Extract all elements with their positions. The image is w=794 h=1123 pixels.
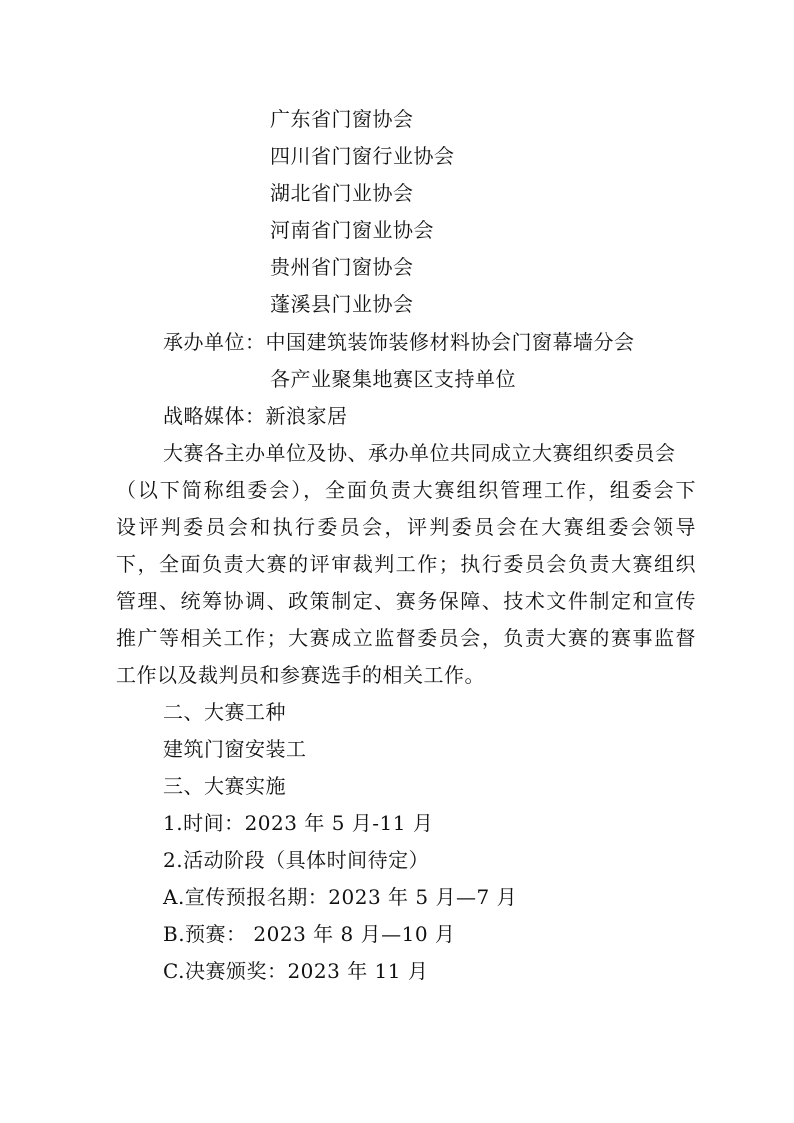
host-unit-line	[163, 330, 635, 354]
committee-para-line-5: 管理、统筹协调、政策制定、赛务保障、技术文件制定和宣传	[116, 589, 696, 613]
host-unit-name: 中国建筑装饰装修材料协会门窗幕墙分会	[265, 330, 635, 354]
host-unit-label: 承办单位：	[163, 330, 266, 354]
section3-time: 1.时间：2023 年 5 月-11 月	[163, 811, 434, 835]
committee-para-line-3: 设评判委员会和执行委员会，评判委员会在大赛组委会领导	[116, 515, 696, 539]
committee-para-line-6: 推广等相关工作；大赛成立监督委员会，负责大赛的赛事监督	[116, 626, 696, 650]
committee-para-line-1: 大赛各主办单位及协、承办单位共同成立大赛组织委员会	[163, 441, 676, 465]
host-support-units: 各产业聚集地赛区支持单位	[270, 367, 516, 391]
stage-c-line: C.决赛颁奖：2023 年 11 月	[163, 959, 429, 983]
committee-para-line-7: 工作以及裁判员和参赛选手的相关工作。	[116, 663, 485, 687]
co-host-org-4: 河南省门窗业协会	[270, 218, 434, 242]
committee-para-line-2: （以下简称组委会），全面负责大赛组织管理工作，组委会下	[116, 478, 696, 502]
section3-stages-title: 2.活动阶段（具体时间待定）	[163, 848, 430, 872]
committee-para-line-4: 下，全面负责大赛的评审裁判工作；执行委员会负责大赛组织	[116, 552, 696, 576]
co-host-org-6: 蓬溪县门业协会	[270, 292, 414, 316]
section2-content: 建筑门窗安装工	[163, 737, 307, 761]
co-host-org-2: 四川省门窗行业协会	[270, 144, 455, 168]
strategic-media: 战略媒体：新浪家居	[163, 404, 348, 428]
stage-a-line: A.宣传预报名期：2023 年 5 月—7 月	[163, 885, 518, 909]
co-host-org-1: 广东省门窗协会	[270, 107, 414, 131]
co-host-org-3: 湖北省门业协会	[270, 181, 414, 205]
stage-b-line: B.预赛： 2023 年 8 月—10 月	[163, 922, 456, 946]
section2-heading: 二、大赛工种	[163, 700, 286, 724]
co-host-org-5: 贵州省门窗协会	[270, 255, 414, 279]
section3-heading: 三、大赛实施	[163, 774, 286, 798]
